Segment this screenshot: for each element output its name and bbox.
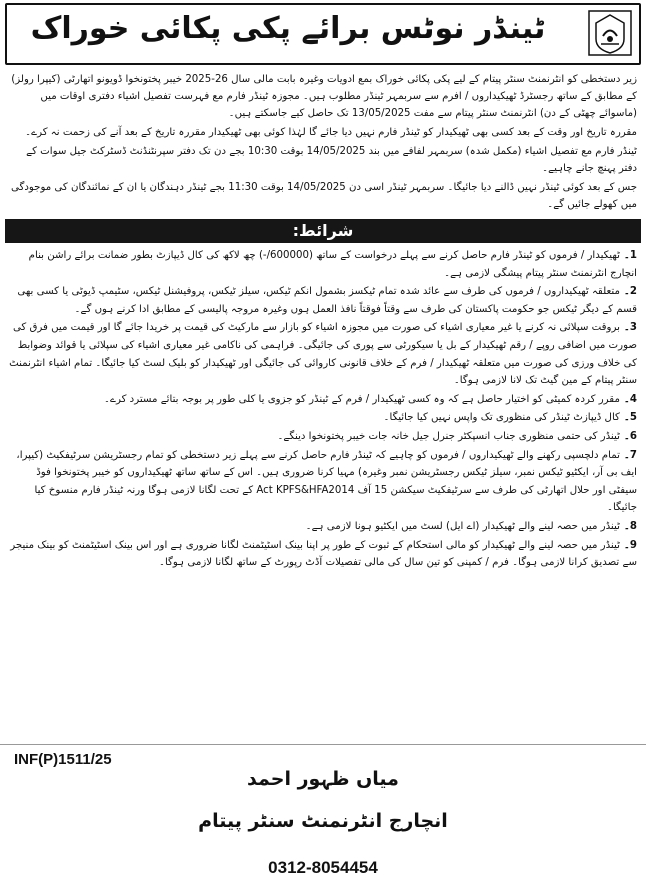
term-number: 9۔ (623, 539, 637, 551)
term-text: ٹینڈر کی حتمی منظوری جناب انسپکٹر جنرل جیل خانہ جات خیبر پختونخوا دینگے۔ (277, 430, 620, 442)
term-text: متعلقہ ٹھیکیداروں / فرموں کی طرف سے عائد شدہ تمام ٹیکسز بشمول انکم ٹیکس، سیلز ٹیکس، پروفیشنل ٹیکس، سٹیمپ ڈیوٹی یا کسی بھی قسم کے دیگر ٹیکس جو حکومت پاکستان کی طرف سے وقتاً فوقتاً نافذ العمل ہوں وغیرہ مروجہ پالیسی کے مطابق ادا کرنے ہوں گے۔ (17, 286, 637, 315)
term-text: تمام دلچسپی رکھنے والے ٹھیکیداروں / فرموں کو چاہیے کہ ٹینڈر فارم حاصل کرنے سے پہلے زیر دستخطی کو تمام رجسٹریشن سرٹیفکیٹ (کیپرا، ایف بی آر، ایکٹیو ٹیکس نمبر، سیلز ٹیکس رجسٹریشن نمبر وغیرہ) مہیا کرنا ضروری ہیں۔ اس کے ساتھ ساتھ ٹھیکیداروں کو خیبر پختونخوا فوڈ سیفٹی اور حلال اتھارٹی کی طرف سے سرٹیفکیٹ سیکشن 15 آف Act KPFS&HFA2014 کے تحت لگانا لازمی ہوگا ورنہ ٹینڈر فارم منسوخ کیا جائیگا۔ (16, 449, 637, 514)
term-item (9, 319, 637, 389)
inf-reference: INF(P)1511/25 (14, 751, 112, 768)
term-number: 7۔ (623, 449, 637, 461)
intro-paragraph-3: ٹینڈر فارم مع تفصیل اشیاء (مکمل شدہ) سربمہر لفافے میں بند 14/05/2025 بوقت 10:30 بجے دن تک دفتر سپرنٹنڈنٹ ڈسٹرکٹ جیل سوات کے دفتر پہنچ جانے چاہیے۔ (26, 146, 637, 174)
term-text: ٹینڈر میں حصہ لینے والے ٹھیکیدار (اے ایل) لسٹ میں ایکٹیو ہونا لازمی ہے۔ (305, 520, 620, 532)
term-number: 8۔ (623, 520, 637, 532)
signatory-designation: انچارج انٹرنمنٹ سنٹر پیتام (198, 810, 448, 832)
term-number: 3۔ (623, 322, 637, 334)
term-text: بروقت سپلائی نہ کرنے یا غیر معیاری اشیاء کی صورت میں مجوزہ اشیاء کو بازار سے مارکیٹ کی قیمت پر خریدا جائے گا اور قیمت میں فرق کی صورت میں اضافی روپے / رقم ٹھیکیدار کے بل یا سیکورٹی سے پوری کی جائیگی۔ فراہمی کی ناکامی غیر معیاری اشیاء کی سپلائی یا قوائد وضوابط کی خلاف ورزی کی صورت میں متعلقہ ٹھیکیدار / فرم کے خلاف قانونی کاروائی کی جائیگی اور ٹھیکیدار کو بلیک لسٹ کیا جائیگا۔ تمام اشیاء انٹرنمنٹ سنٹر پیتام کے مین گیٹ تک لانا لازمی ہوگا۔ (9, 322, 637, 387)
term-item (9, 283, 637, 318)
term-item (9, 518, 637, 536)
notice-title: ٹینڈر نوٹس برائے پکی پکائی خوراک (30, 11, 546, 46)
term-item (9, 391, 637, 409)
term-number: 4۔ (623, 393, 637, 405)
term-item (9, 447, 637, 517)
terms-list (5, 247, 641, 572)
intro-paragraph-1: زیر دستخطی کو انٹرنمنٹ سنٹر پیتام کے لیے پکی پکائی خوراک بمع ادویات وغیرہ بابت مالی سال 26-2025 خیبر پختونخوا ڈویونو اتھارٹی (کیپرا رولز) کے مطابق کے ساتھ رجسٹرڈ ٹھیکیداروں / افرم سے سربمہر ٹینڈر مطلوب ہیں۔ مجوزہ ٹینڈر فارم مع فہرست تفصیل اشیاء دفتری اوقات میں (ماسوائے چھٹی کے دن) انٹرنمنٹ سنٹر پیتام سے مفت 13/05/2025 تک حاصل کیے جاسکتے ہیں۔ (11, 74, 637, 119)
term-number: 2۔ (623, 286, 637, 298)
term-item (9, 409, 637, 427)
terms-heading: شرائط: (5, 219, 641, 243)
term-number: 6۔ (623, 430, 637, 442)
government-emblem-icon (587, 9, 633, 57)
notice-header (5, 3, 641, 65)
term-item (9, 428, 637, 446)
term-number: 1۔ (623, 250, 637, 261)
term-text: کال ڈیپازٹ ٹینڈر کی منظوری تک واپس نہیں کیا جائیگا۔ (383, 412, 620, 424)
term-item (9, 537, 637, 572)
footer-divider (0, 744, 646, 745)
contact-phone: 0312-8054454 (268, 858, 378, 877)
term-item (9, 247, 637, 282)
intro-paragraph-2: مقررہ تاریخ اور وقت کے بعد کسی بھی ٹھیکیدار کو ٹینڈر فارم نہیں دیا جائے گا لہٰذا کوئی بھی ٹھیکیدار مقررہ تاریخ کے بعد آنے کی زحمت نہ کرے۔ (25, 127, 637, 138)
signatory-name: میاں ظہور احمد (247, 768, 399, 790)
term-text: ٹھیکیدار / فرموں کو ٹینڈر فارم حاصل کرنے سے پہلے درخواست کے ساتھ (600000/-) چھ لاکھ کی کال ڈیپازٹ بطور ضمانت برائے راشن بنام انچارج انٹرنمنٹ سنٹر پیتام پیشگی لازمی ہے۔ (28, 250, 637, 279)
term-text: ٹینڈر میں حصہ لینے والے ٹھیکیدار کو مالی استحکام کے ثبوت کے طور پر اپنا بینک اسٹیٹمنٹ لگانا ضروری ہے اور اس بینک اسٹیٹمنٹ کو بینک منیجر سے تصدیق کرانا لازمی ہوگا۔ فرم / کمپنی کو تین سال کی مالی تفصیلات آڈٹ رپورٹ کے ساتھ لگانا لازمی ہوگا۔ (10, 539, 637, 569)
term-text: مقرر کردہ کمیٹی کو اختیار حاصل ہے کہ وہ کسی ٹھیکیدار / فرم کے ٹینڈر کو جزوی یا کلی طور پر بوجہ بتائے مسترد کرے۔ (104, 393, 620, 405)
intro-paragraph-4: جس کے بعد کوئی ٹینڈر نہیں ڈالنے دیا جائیگا۔ سربمہر ٹینڈر اسی دن 14/05/2025 بوقت 11:30 بجے ٹینڈر دہندگان یا ان کے نمائندگان کی موجودگی میں کھولے جائیں گے۔ (11, 182, 637, 210)
term-number: 5۔ (623, 412, 637, 424)
intro-section (5, 71, 641, 213)
